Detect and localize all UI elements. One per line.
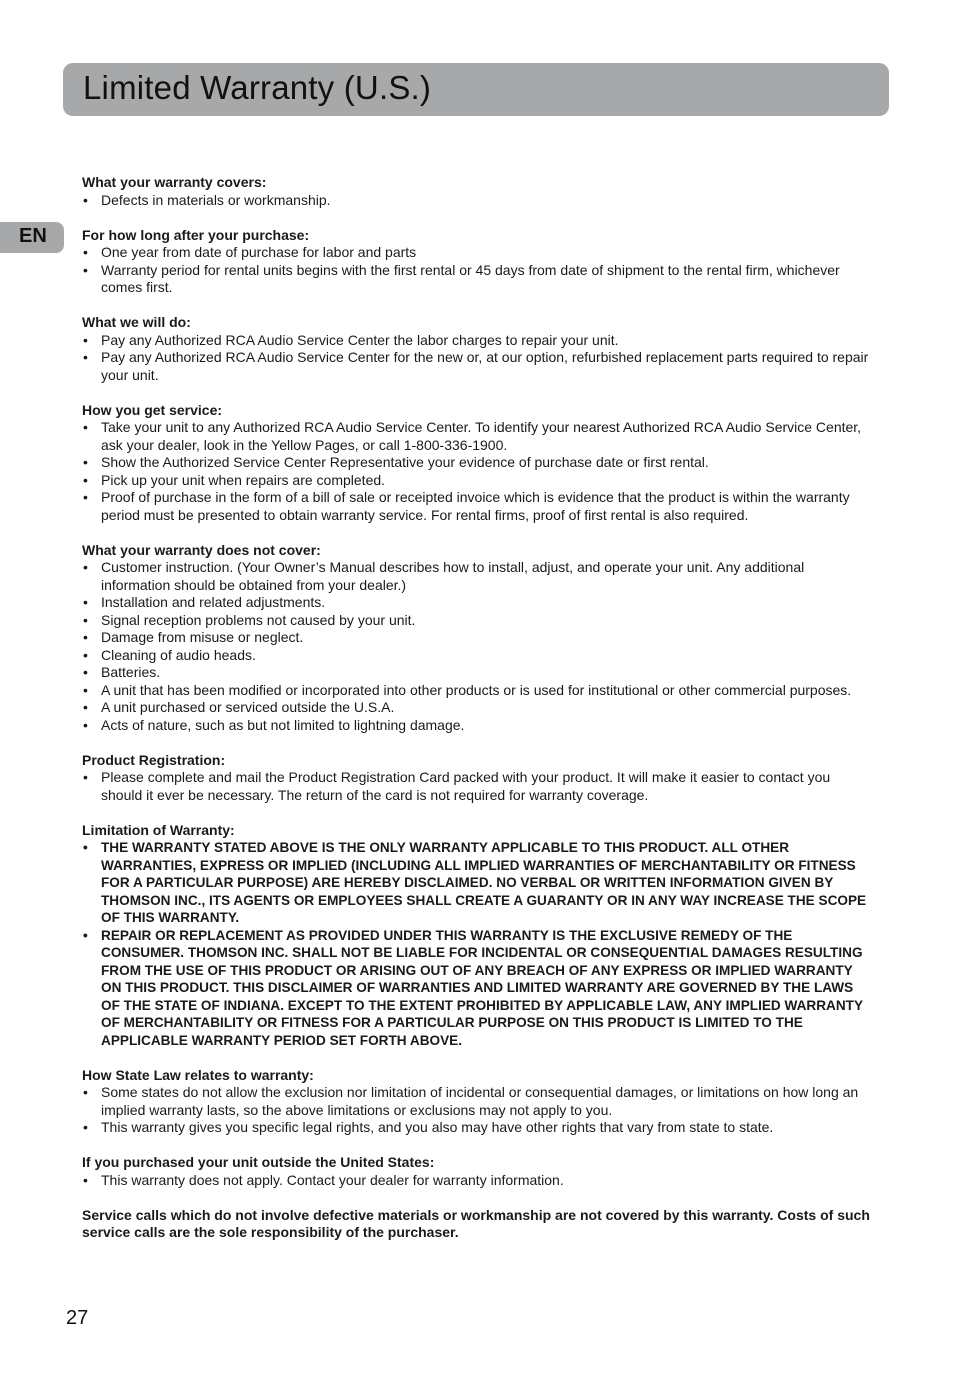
section-heading: Product Registration: xyxy=(82,751,226,768)
title-bar xyxy=(63,63,889,116)
list-item: • A unit purchased or serviced outside the U.S.A. xyxy=(82,699,872,717)
language-tab xyxy=(0,222,64,253)
section-heading: What your warranty does not cover: xyxy=(82,541,321,558)
bullet-list xyxy=(82,192,872,210)
list-item: • Signal reception problems not caused by your unit. xyxy=(82,612,872,630)
list-item: • This warranty gives you specific legal rights, and you also may have other rights that vary from state to state. xyxy=(82,1119,872,1137)
section xyxy=(82,314,872,384)
list-item: • Damage from misuse or neglect. xyxy=(82,629,872,647)
list-item: • Defects in materials or workmanship. xyxy=(82,192,872,210)
section-heading: How State Law relates to warranty: xyxy=(82,1066,314,1083)
list-item: • One year from date of purchase for labor and parts xyxy=(82,244,872,262)
section-heading: What your warranty covers: xyxy=(82,174,267,190)
bullet-list xyxy=(82,1172,872,1190)
bullet-list xyxy=(82,769,872,804)
bullet-list xyxy=(82,419,872,524)
list-item: • Pay any Authorized RCA Audio Service Center for the new or, at our option, refurbished replacement parts required to repair your unit. xyxy=(82,349,872,384)
section xyxy=(82,822,872,1050)
section xyxy=(82,402,872,525)
section xyxy=(82,542,872,735)
section xyxy=(82,174,872,209)
section xyxy=(82,1067,872,1137)
list-item: • Cleaning of audio heads. xyxy=(82,647,872,665)
list-item: • Some states do not allow the exclusion nor limitation of incidental or consequential damages, or limitations on how long an implied warranty lasts, so the above limitations or exclusions may not apply to you. xyxy=(82,1084,872,1119)
section xyxy=(82,1154,872,1189)
section-heading: How you get service: xyxy=(82,401,223,418)
closing-statement: Service calls which do not involve defective materials or workmanship are not covered by this warranty. Costs of such service calls are the sole responsibility of the purchaser. xyxy=(82,1206,870,1240)
list-item: • THE WARRANTY STATED ABOVE IS THE ONLY WARRANTY APPLICABLE TO THIS PRODUCT. ALL OTHER WARRANTIES, EXPRESS OR IMPLIED (INCLUDING ALL IMPLIED WARRANTIES OF MERCHANTABILITY OR FITNESS FOR A PARTICULAR PURPOSE) ARE HEREBY DISCLAIMED. NO VERBAL OR WRITTEN INFORMATION GIVEN BY THOMSON INC., ITS AGENTS OR EMPLOYEES SHALL CREATE A GUARANTY OR IN ANY WAY INCREASE THE SCOPE OF THIS WARRANTY. xyxy=(82,839,872,927)
section-heading: If you purchased your unit outside the United States: xyxy=(82,1154,435,1170)
list-item: • Customer instruction. (Your Owner’s Manual describes how to install, adjust, and operate your unit. Any additional information should be obtained from your dealer.) xyxy=(82,559,872,594)
section-heading: What we will do: xyxy=(82,314,191,330)
section xyxy=(82,752,872,805)
section-heading: Limitation of Warranty: xyxy=(82,821,235,838)
bullet-list xyxy=(82,559,872,734)
bullet-list xyxy=(82,244,872,297)
list-item: • Pick up your unit when repairs are completed. xyxy=(82,472,872,490)
list-item: • Pay any Authorized RCA Audio Service Center the labor charges to repair your unit. xyxy=(82,332,872,350)
list-item: • Take your unit to any Authorized RCA Audio Service Center. To identify your nearest Authorized RCA Audio Service Center, ask your dealer, look in the Yellow Pages, or call 1-800-336-1900. xyxy=(82,419,872,454)
list-item: • REPAIR OR REPLACEMENT AS PROVIDED UNDER THIS WARRANTY IS THE EXCLUSIVE REMEDY OF THE CONSUMER. THOMSON INC. SHALL NOT BE LIABLE FOR INCIDENTAL OR CONSEQUENTIAL DAMAGES RESULTING FROM THE USE OF THIS PRODUCT OR ARISING OUT OF ANY BREACH OF ANY EXPRESS OR IMPLIED WARRANTY ON THIS PRODUCT. THIS DISCLAIMER OF WARRANTIES AND LIMITED WARRANTY ARE GOVERNED BY THE LAWS OF THE STATE OF INDIANA. EXCEPT TO THE EXTENT PROHIBITED BY APPLICABLE LAW, ANY IMPLIED WARRANTY OF MERCHANTABILITY OR FITNESS FOR A PARTICULAR PURPOSE ON THIS PRODUCT IS LIMITED TO THE APPLICABLE WARRANTY PERIOD SET FORTH ABOVE. xyxy=(82,927,872,1050)
list-item: • Warranty period for rental units begins with the first rental or 45 days from date of shipment to the rental firm, whichever comes first. xyxy=(82,262,872,297)
page-title: Limited Warranty (U.S.) xyxy=(83,69,432,106)
list-item: • Please complete and mail the Product Registration Card packed with your product. It will make it easier to contact you should it ever be necessary. The return of the card is not required for warranty coverage. xyxy=(82,769,872,804)
list-item: • Installation and related adjustments. xyxy=(82,594,872,612)
list-item: • A unit that has been modified or incorporated into other products or is used for institutional or other commercial purposes. xyxy=(82,682,872,700)
section-heading: For how long after your purchase: xyxy=(82,226,310,243)
list-item: • Batteries. xyxy=(82,664,872,682)
list-item: • Acts of nature, such as but not limited to lightning damage. xyxy=(82,717,872,735)
list-item: • Proof of purchase in the form of a bill of sale or receipted invoice which is evidence that the product is within the warranty period must be presented to obtain warranty service. For rental firms, proof of first rental is also required. xyxy=(82,489,872,524)
section xyxy=(82,227,872,297)
bullet-list xyxy=(82,332,872,385)
warranty-content xyxy=(82,174,872,1242)
bullet-list xyxy=(82,839,872,1049)
list-item: • This warranty does not apply. Contact your dealer for warranty information. xyxy=(82,1172,872,1190)
list-item: • Show the Authorized Service Center Representative your evidence of purchase date or first rental. xyxy=(82,454,872,472)
bullet-list xyxy=(82,1084,872,1137)
page-number: 27 xyxy=(66,1307,89,1329)
language-label: EN xyxy=(19,225,47,247)
